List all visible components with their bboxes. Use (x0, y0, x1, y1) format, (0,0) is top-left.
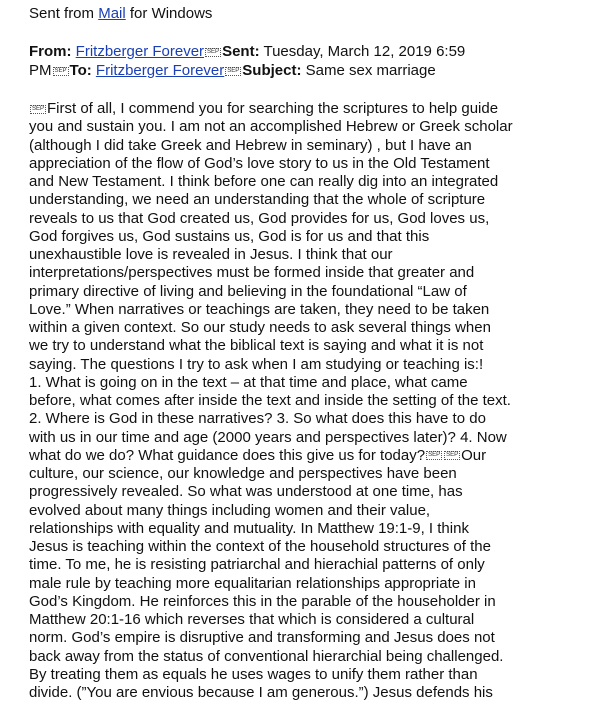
body-line: God’s Kingdom. He reinforces this in the parable of the householder in (29, 592, 496, 610)
sep-mark: SEP (446, 452, 459, 459)
body-line: By treating them as equals he uses wages to unify them rather than (29, 665, 478, 683)
body-line: Jesus is teaching within the context of the household structures of the (29, 538, 491, 555)
body-text: what do we do? What guidance does this give us for today? (29, 446, 426, 464)
body-line: time. To me, he is resisting patriarchal and hierachial patterns of only (29, 556, 485, 574)
body-line: we try to understand what the biblical text is saying and what it is not (29, 337, 484, 355)
body-line: God forgives us, God sustains us, God is for us and that this (29, 227, 430, 245)
body-line: (although I did take Greek and Hebrew in seminary) , but I have an (29, 136, 472, 154)
body-line: Love.” When narratives or teachings are taken, they need to be taken (29, 300, 490, 318)
body-line: interpretations/perspectives must be formed inside that greater and (29, 264, 475, 282)
body-line: appreciation of the flow of God’s love story to us in the Old Testament (29, 154, 490, 172)
body-line: 2. Where is God in these narratives? 3. So what does this have to do (29, 410, 486, 428)
to-label: To: (69, 62, 92, 79)
body-line: back away from the status of conventional hierarchial being challenged. (29, 647, 504, 665)
body-line: within a given context. So our study needs to ask several things when (29, 319, 491, 336)
body-line: unexhaustible love is revealed in Jesus. I think that our (29, 246, 393, 263)
header-line-1 (29, 43, 465, 61)
body-line: primary directive of living and believing in the foundational “Law of (29, 282, 467, 300)
body-line: evolved about many things including women and their value, (29, 501, 431, 519)
sent-from-line (29, 5, 212, 23)
message-body (0, 100, 513, 702)
from-link[interactable]: Fritzberger Forever (75, 43, 205, 60)
sent-from-prefix: Sent from (29, 5, 95, 22)
sep-mark: SEP (227, 67, 240, 74)
body-line: Matthew 20:1-16 which reverses that which is considered a cultural (29, 611, 475, 628)
body-line (0, 100, 513, 118)
sent-value: Tuesday, March 12, 2019 6:59 (263, 43, 466, 60)
mail-link[interactable]: Mail (98, 5, 126, 22)
to-link[interactable]: Fritzberger Forever (95, 62, 225, 79)
body-line: male rule by teaching more equalitarian relationships appropriate in (29, 574, 476, 592)
body-line: norm. God’s empire is disruptive and transforming and Jesus does not (29, 629, 495, 647)
sep-mark: SEP (207, 48, 220, 55)
body-line: you and sustain you. I am not an accomplished Hebrew or Greek scholar (29, 118, 513, 136)
sent-label: Sent: (222, 43, 260, 60)
sep-mark: SEP (428, 452, 441, 459)
body-line: 1. What is going on in the text – at that time and place, what came (29, 373, 468, 391)
sep-mark: SEP (54, 67, 67, 74)
sep-mark: SEP (32, 105, 45, 112)
body-line: before, what comes after inside the text and inside the setting of the text. (29, 392, 511, 409)
body-line: progressively revealed. So what was understood at one time, has (29, 483, 463, 501)
body-line (0, 447, 513, 465)
sent-value-cont: PM (29, 62, 52, 79)
body-line: and New Testament. I think before one can really dig into an integrated (29, 173, 499, 190)
body-text: Our (461, 446, 487, 464)
body-line: understanding, we need an understanding that the whole of scripture (29, 191, 486, 209)
sent-from-suffix: for Windows (129, 5, 213, 22)
subject-label: Subject: (242, 62, 302, 79)
body-line: saying. The questions I try to ask when I am studying or teaching is:! (29, 355, 484, 373)
body-line: reveals to us that God created us, God provides for us, God loves us, (29, 209, 490, 227)
header-line-2 (29, 62, 436, 80)
body-line: relationships with equality and mutuality. In Matthew 19:1-9, I think (29, 519, 469, 537)
body-line: with us in our time and age (2000 years and perspectives later)? 4. Now (29, 428, 507, 446)
from-label: From: (29, 43, 72, 60)
subject-value: Same sex marriage (305, 62, 436, 79)
body-line: culture, our science, our knowledge and perspectives have been (29, 465, 457, 482)
body-line: divide. (”You are envious because I am generous.”) Jesus defends his (29, 684, 493, 701)
body-text: First of all, I commend you for searching the scriptures to help guide (47, 100, 499, 117)
